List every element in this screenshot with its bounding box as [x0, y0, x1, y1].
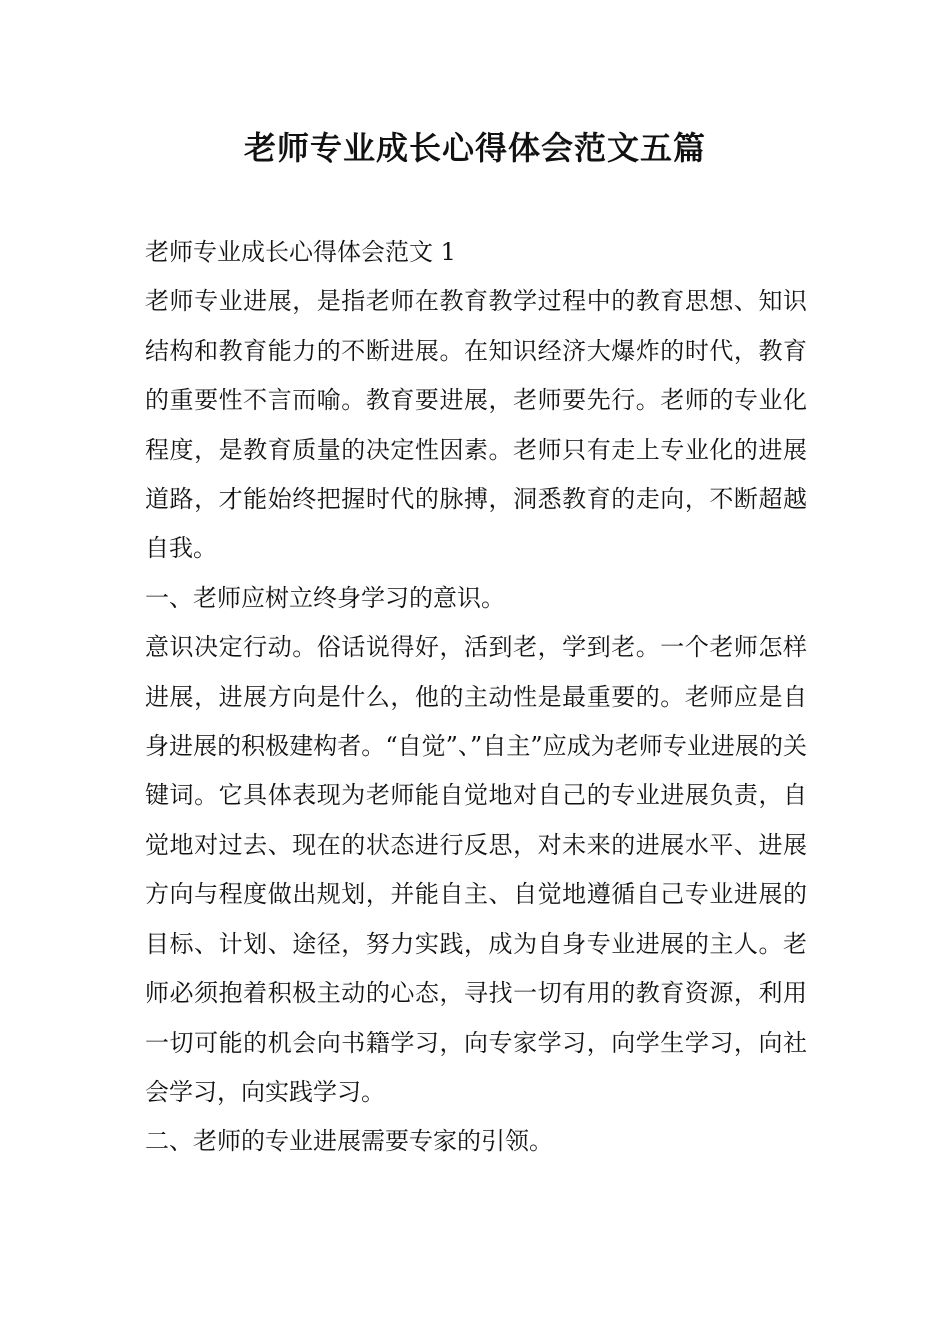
document-body — [145, 228, 807, 1167]
subsection-heading: 一、老师应树立终身学习的意识。 — [145, 583, 505, 612]
body-paragraph: 老师专业进展，是指老师在教育教学过程中的教育思想、知识结构和教育能力的不断进展。在知识经济大爆炸的时代，教育的重要性不言而喻。教育要进展，老师要先行。老师的专业化程度，是教育质量的决定性因素。老师只有走上专业化的进展道路，才能始终把握时代的脉搏，洞悉教育的走向，不断超越自我。 — [145, 287, 807, 563]
subsection-heading: 二、老师的专业进展需要专家的引领。 — [145, 1127, 553, 1156]
body-paragraph: 意识决定行动。俗话说得好，活到老，学到老。一个老师怎样进展，进展方向是什么，他的主动性是最重要的。老师应是自身进展的积极建构者。“自觉”、”自主”应成为老师专业进展的关键词。它具体表现为老师能自觉地对自己的专业进展负责，自觉地对过去、现在的状态进行反思，对未来的进展水平、进展方向与程度做出规划，并能自主、自觉地遵循自己专业进展的目标、计划、途径，努力实践，成为自身专业进展的主人。老师必须抱着积极主动的心态，寻找一切有用的教育资源，利用一切可能的机会向书籍学习，向专家学习，向学生学习，向社会学习，向实践学习。 — [145, 633, 807, 1106]
document-title: 老师专业成长心得体会范文五篇 — [243, 129, 706, 167]
section-heading: 老师专业成长心得体会范文 1 — [145, 238, 456, 266]
